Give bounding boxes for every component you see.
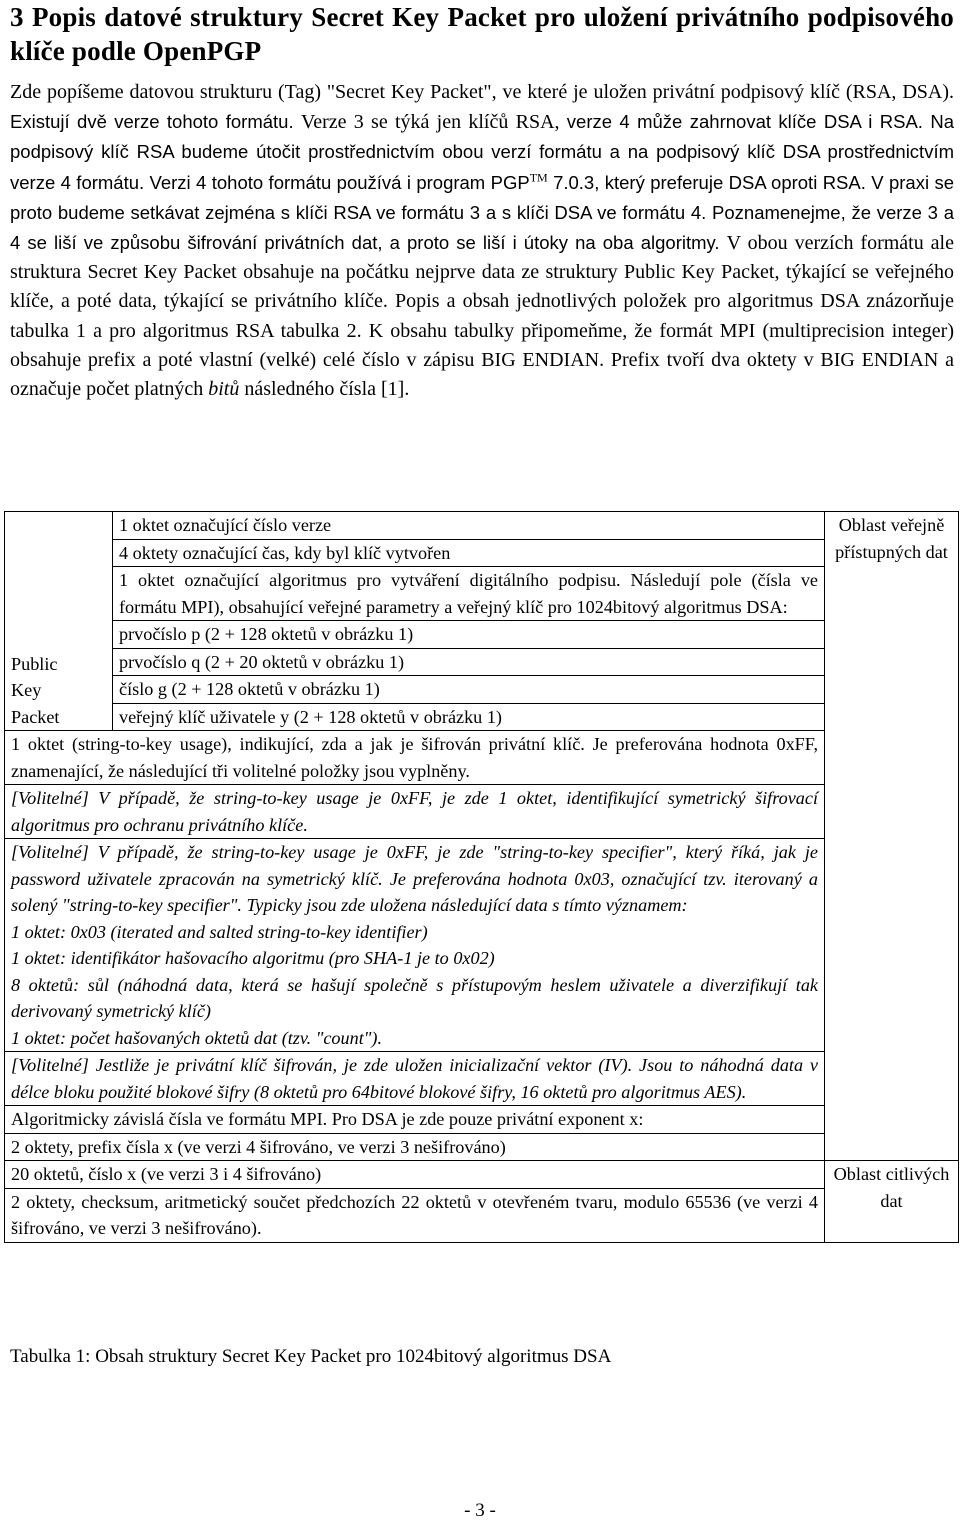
intro-paragraph xyxy=(10,78,954,404)
table-row: veřejný klíč uživatele y (2 + 128 oktetů v obrázku 1) xyxy=(113,703,825,731)
intro-text-5: 7.0.3, který preferuje DSA oproti RSA. V praxi se proto budeme setkávat zejména s klíči RSA ve formátu 3 a s klíči DSA ve formátu 4. Poznamenejme, že verze 3 a 4 se liší ve způsobu šifrování privátních dat, a proto se liší i útoky na oba algoritmy. xyxy=(10,171,955,254)
intro-text-6: V obou verzích formátu ale struktura Secret Key Packet obsahuje na počátku nejprve data ze struktury Public Key Packet, týkající se veřejného klíče, a poté data, týkající se privátního klíče. Popis a obsah jednotlivých položek pro algoritmus DSA znázorňuje tabulka 1 a pro algoritmus RSA tabulka 2. K obsahu tabulky připomeňme, že formát MPI (multiprecision integer) obsahuje prefix a poté vlastní (velké) celé číslo v zápisu BIG ENDIAN. Prefix tvoří dva oktety v BIG ENDIAN a označuje počet platných xyxy=(10,232,954,401)
intro-text-4: verze 4 může zahrnovat klíče DSA i RSA. Na podpisový klíč RSA budeme útočit prostřednictvím obou verzí formátu a na podpisový klíč DSA prostřednictvím verze 4 formátu. Verzi 4 tohoto formátu používá i program PGP xyxy=(10,111,954,193)
table-caption: Tabulka 1: Obsah struktury Secret Key Packet pro 1024bitový algoritmus DSA xyxy=(10,1346,612,1367)
section-heading: 3 Popis datové struktury Secret Key Packet pro uložení privátního podpisového klíče podle OpenPGP xyxy=(10,2,954,66)
table-row: 4 oktety označující čas, kdy byl klíč vytvořen xyxy=(113,539,825,567)
table-row: prvočíslo q (2 + 20 oktetů v obrázku 1) xyxy=(113,648,825,676)
intro-text-7: následného čísla [1]. xyxy=(239,378,410,401)
s2k-line: 1 oktet: počet hašovaných oktetů dat (tzv. "count"). xyxy=(11,1027,382,1048)
table-row xyxy=(5,839,825,1052)
table-row: Algoritmicky závislá čísla ve formátu MPI. Pro DSA je zde pouze privátní exponent x: xyxy=(5,1106,825,1134)
trademark-sup: TM xyxy=(529,169,548,184)
table-row: [Volitelné] Jestliže je privátní klíč šifrován, je zde uložen inicializační vektor (IV). Jsou to náhodná data v délce bloku použité blokové šifry (8 oktetů pro 64bitové blokové šifry, 16 oktetů pro algoritmus AES). xyxy=(5,1052,825,1106)
table-row: číslo g (2 + 128 oktetů v obrázku 1) xyxy=(113,676,825,704)
public-key-packet-label xyxy=(5,512,113,731)
table-row: 1 oktet (string-to-key usage), indikující, zda a jak je šifrován privátní klíč. Je preferována hodnota 0xFF, znamenající, že následující tři volitelné položky jsou vyplněny. xyxy=(5,731,825,785)
intro-text-1: Zde popíšeme datovou strukturu (Tag) "Secret Key Packet", ve které je uložen privátní podpisový klíč (RSA, DSA). xyxy=(10,81,954,103)
s2k-specifier-text: [Volitelné] V případě, že string-to-key usage je 0xFF, je zde "string-to-key specifier", který říká, jak je password uživatele zpracován na symetrický klíč. Je preferována hodnota 0x03, označující tzv. iterovaný a solený "string-to-key specifier". Typicky jsou zde uložena následující data s tímto významem: xyxy=(11,842,818,915)
s2k-line: 1 oktet: 0x03 (iterated and salted string-to-key identifier) xyxy=(11,921,428,942)
label-line-1: Public xyxy=(11,653,58,674)
label-line-3: Packet xyxy=(11,706,60,727)
bits-word: bitů xyxy=(208,378,240,401)
intro-text-3: Verze 3 se týká jen klíčů RSA, xyxy=(301,111,567,134)
table-row: [Volitelné] V případě, že string-to-key usage je 0xFF, je zde 1 oktet, identifikující symetrický šifrovací algoritmus pro ochranu privátního klíče. xyxy=(5,785,825,839)
table-row: prvočíslo p (2 + 128 oktetů v obrázku 1) xyxy=(113,621,825,649)
table-row: 1 oktet označující algoritmus pro vytváření digitálního podpisu. Následují pole (čísla ve formátu MPI), obsahující veřejné parametry a veřejný klíč pro 1024bitový algoritmus DSA: xyxy=(113,567,825,621)
dsa-structure-table xyxy=(4,511,959,1243)
table-row: 2 oktety, checksum, aritmetický součet předchozích 22 oktetů v otevřeném tvaru, modulo 65536 (ve verzi 4 šifrováno, ve verzi 3 nešifrováno). xyxy=(5,1188,825,1242)
sensitive-data-area-label: Oblast citlivých dat xyxy=(825,1161,959,1243)
label-line-2: Key xyxy=(11,680,42,700)
intro-text-2: Existují dvě verze tohoto formátu. xyxy=(10,111,301,133)
public-data-area-label: Oblast veřejně přístupných dat xyxy=(825,512,959,1161)
table-row: 1 oktet označující číslo verze xyxy=(113,512,825,540)
table-row: 20 oktetů, číslo x (ve verzi 3 i 4 šifrováno) xyxy=(5,1161,825,1189)
s2k-line: 1 oktet: identifikátor hašovacího algoritmu (pro SHA-1 je to 0x02) xyxy=(11,948,495,968)
table-row: 2 oktety, prefix čísla x (ve verzi 4 šifrováno, ve verzi 3 nešifrováno) xyxy=(5,1133,825,1161)
page-number: - 3 - xyxy=(464,1500,496,1521)
s2k-line: 8 oktetů: sůl (náhodná data, která se hašují společně s přístupovým heslem uživatele a diverzifikují tak derivovaný symetrický klíč) xyxy=(11,974,818,1021)
